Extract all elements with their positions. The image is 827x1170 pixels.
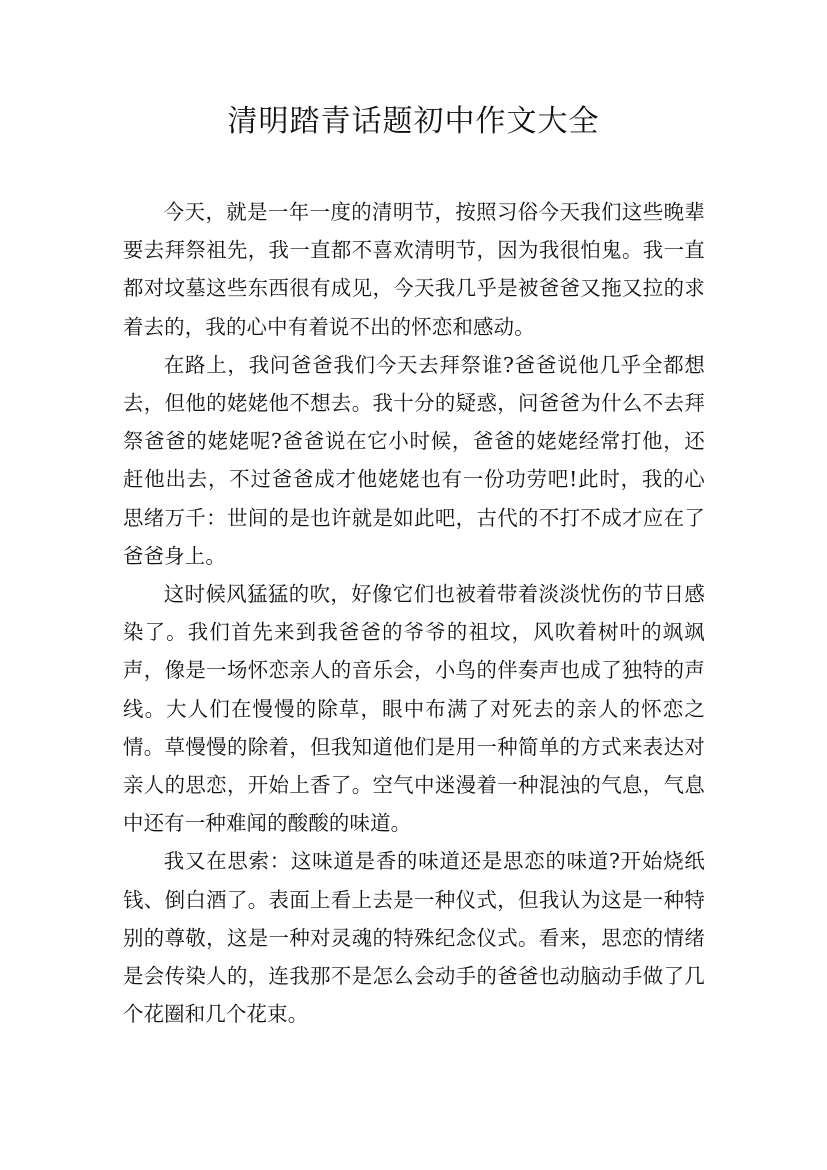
paragraph-4: 我又在思索：这味道是香的味道还是思恋的味道?开始烧纸钱、倒白酒了。表面上看上去是一种仪式，但我认为这是一种特别的尊敬，这是一种对灵魂的特殊纪念仪式。看来，思恋的情绪是会传染人的，连我那不是怎么会动手的爸爸也动脑动手做了几个花圈和几个花束。 (123, 849, 705, 1027)
paragraph-1: 今天，就是一年一度的清明节，按照习俗今天我们这些晚辈要去拜祭祖先，我一直都不喜欢清明节，因为我很怕鬼。我一直都对坟墓这些东西很有成见，今天我几乎是被爸爸又拖又拉的求着去的，我的心中有着说不出的怀恋和感动。 (123, 200, 705, 339)
paragraph-3: 这时候风猛猛的吹，好像它们也被着带着淡淡忧伤的节日感染了。我们首先来到我爸爸的爷爷的祖坟，风吹着树叶的飒飒声，像是一场怀恋亲人的音乐会，小鸟的伴奏声也成了独特的声线。大人们在慢慢的除草，眼中布满了对死去的亲人的怀恋之情。草慢慢的除着，但我知道他们是用一种简单的方式来表达对亲人的思恋，开始上香了。空气中迷漫着一种混浊的气息，气息中还有一种难闻的酸酸的味道。 (123, 582, 705, 836)
paragraph-2: 在路上，我问爸爸我们今天去拜祭谁?爸爸说他几乎全都想去，但他的姥姥他不想去。我十分的疑惑，问爸爸为什么不去拜祭爸爸的姥姥呢?爸爸说在它小时候，爸爸的姥姥经常打他，还赶他出去，不过爸爸成才他姥姥也有一份功劳吧!此时，我的心思绪万千：世间的是也许就是如此吧，古代的不打不成才应在了爸爸身上。 (123, 352, 705, 568)
document-body (123, 193, 705, 1033)
document-title: 清明踏青话题初中作文大全 (227, 104, 600, 139)
